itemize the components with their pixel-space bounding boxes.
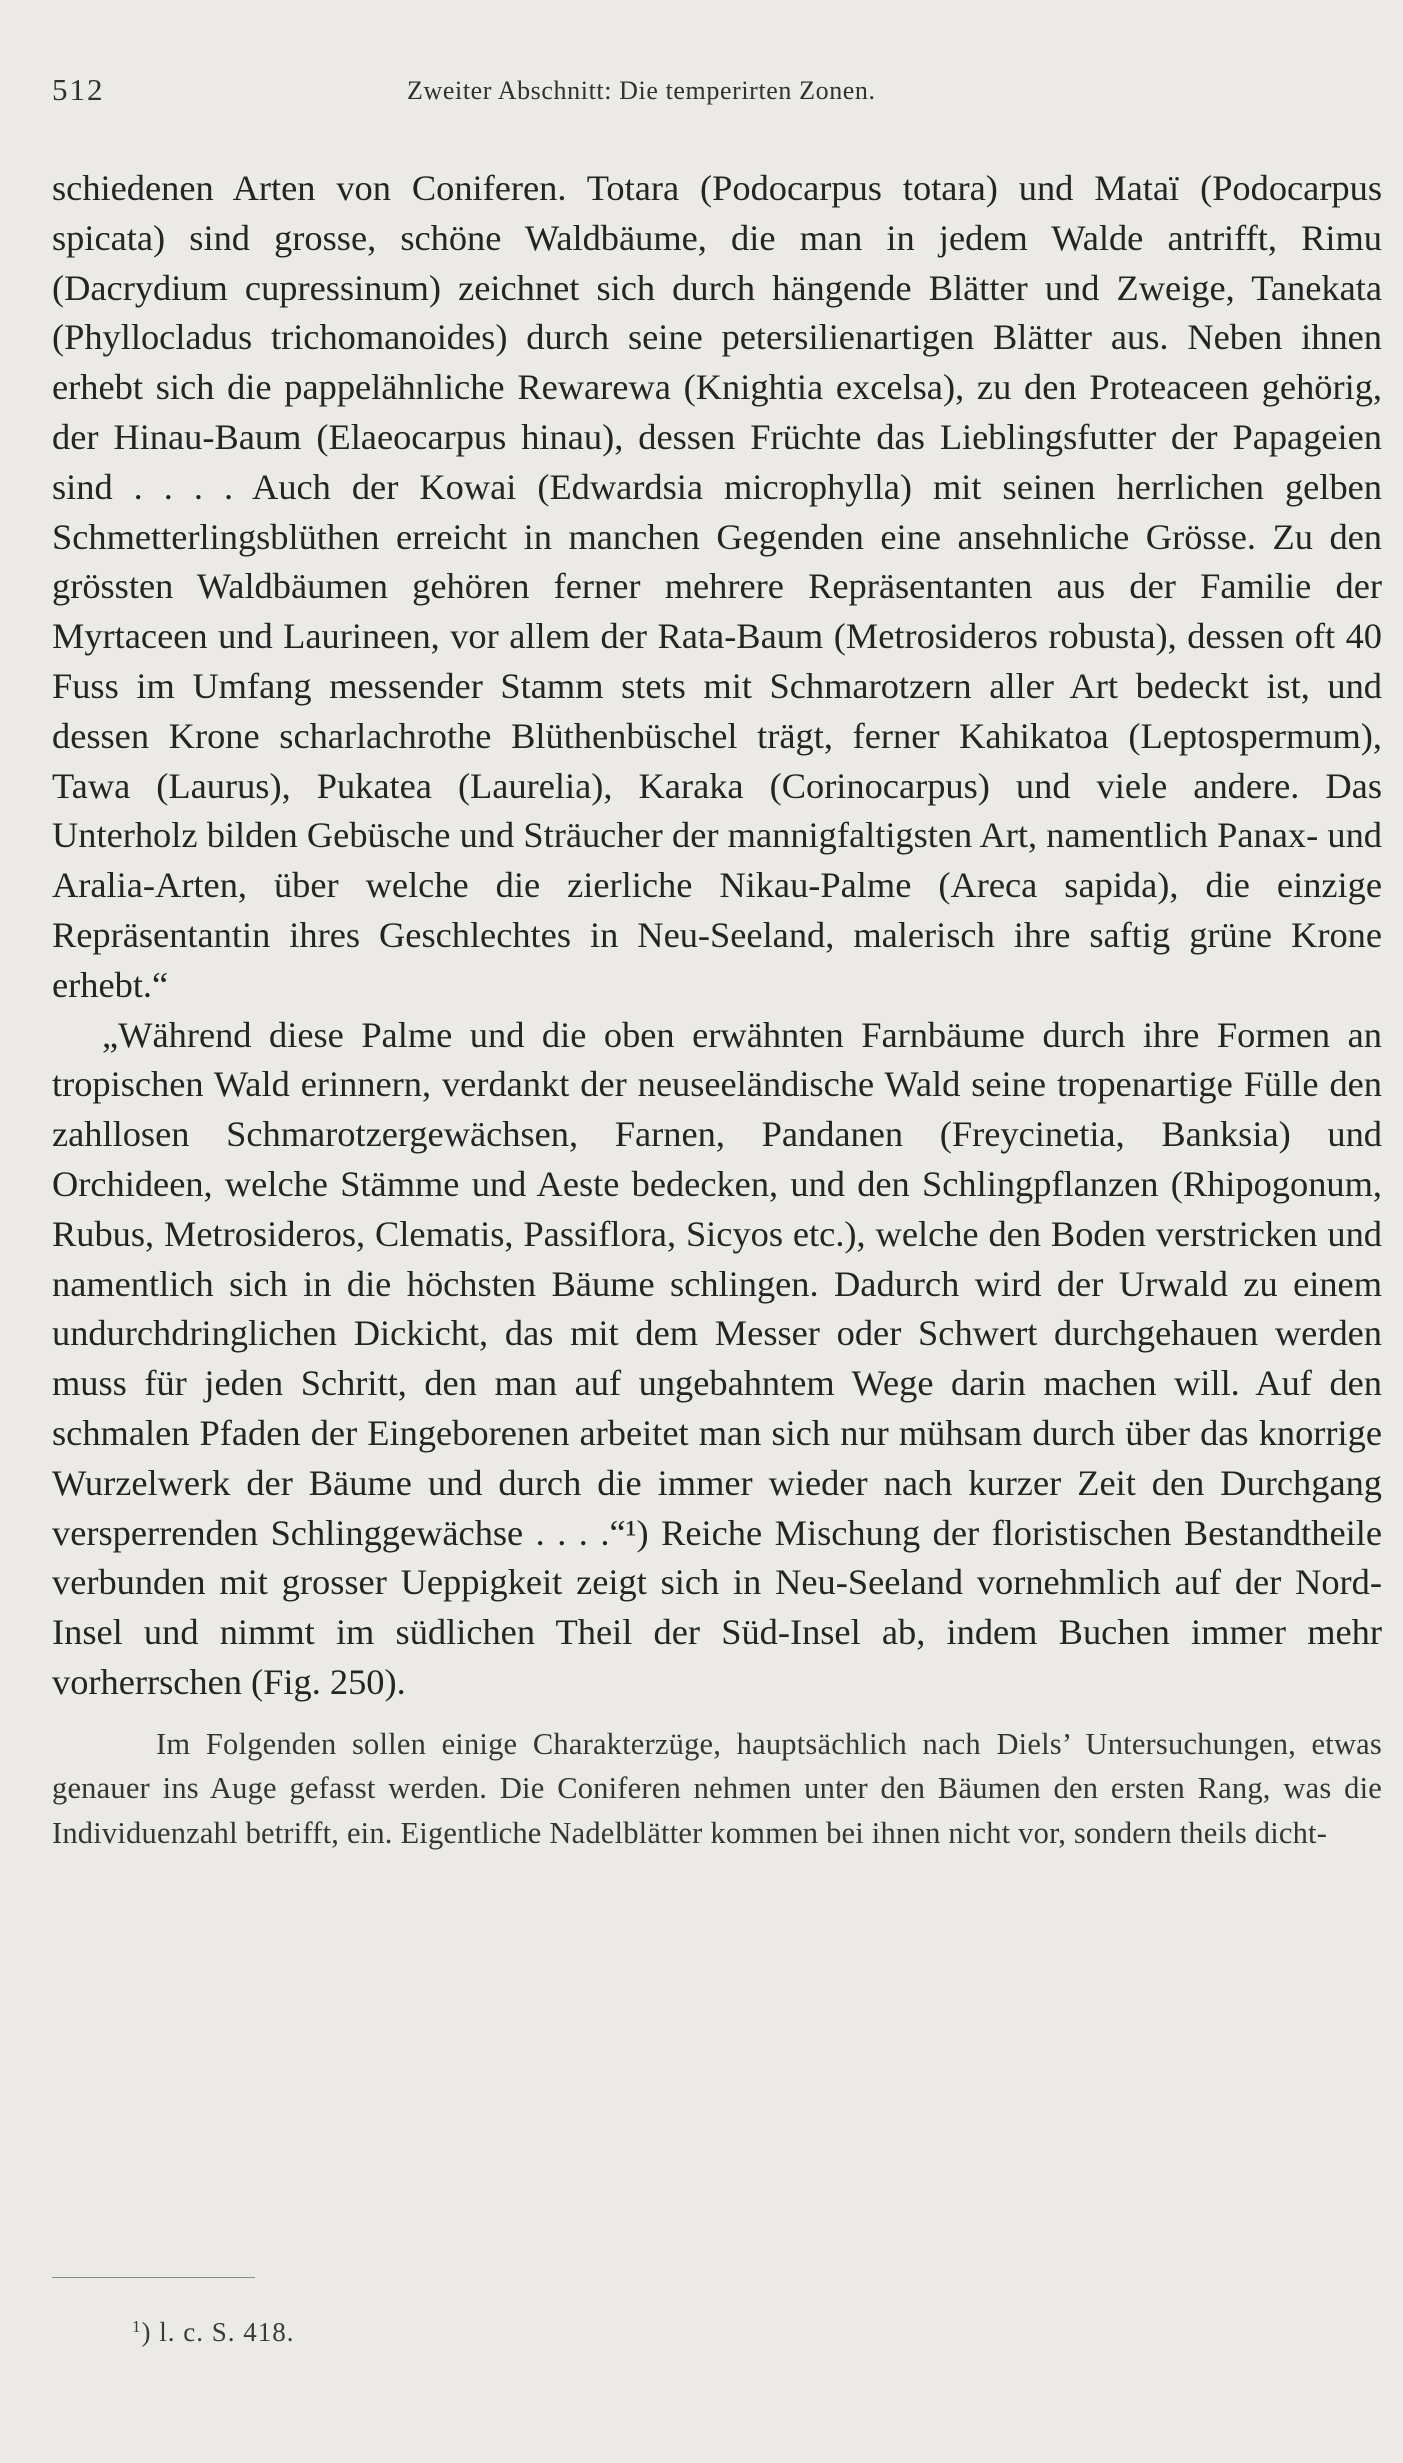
footnote [132,2317,295,2348]
footnote-text: ) l. c. S. 418. [141,2317,295,2347]
page-number: 512 [52,72,105,107]
paragraph-coniferen: schiedenen Arten von Coniferen. Totara (Podocarpus totara) und Mataï (Podocarpus spicata) sind grosse, schöne Waldbäume, die man in jedem Walde antrifft, Rimu (Dacrydium cupressinum) zeichnet sich durch hängende Blätter und Zweige, Tanekata (Phyllocladus trichomanoides) durch seine petersilienartigen Blätter aus. Neben ihnen erhebt sich die pappelähnliche Rewarewa (Knightia excelsa), zu den Proteaceen gehörig, der Hinau-Baum (Elaeocarpus hinau), dessen Früchte das Lieblingsfutter der Papageien sind . . . . Auch der Kowai (Edwardsia microphylla) mit seinen herrlichen gelben Schmetterlingsblüthen erreicht in manchen Gegenden eine ansehnliche Grösse. Zu den grössten Waldbäumen gehören ferner mehrere Repräsentanten aus der Familie der Myrtaceen und Laurineen, vor allem der Rata-Baum (Metrosideros robusta), dessen oft 40 Fuss im Umfang messender Stamm stets mit Schmarotzern aller Art bedeckt ist, und dessen Krone scharlachrothe Blüthenbüschel trägt, ferner Kahikatoa (Leptospermum), Tawa (Laurus), Pukatea (Laurelia), Karaka (Corinocarpus) und viele andere. Das Unterholz bilden Gebüsche und Sträucher der mannigfaltigsten Art, namentlich Panax- und Aralia-Arten, über welche die zierliche Nikau-Palme (Areca sapida), die einzige Repräsentantin ihres Geschlechtes in Neu-Seeland, malerisch ihre saftig grüne Krone erhebt.“ [52,168,1382,1005]
main-text-block [52,164,1382,1708]
footnote-marker: 1 [132,2317,142,2336]
body-text [52,164,1382,1855]
paragraph-diels: Im Folgenden sollen einige Charakterzüge, hauptsächlich nach Diels’ Untersuchungen, etwas genauer ins Auge gefasst werden. Die Coniferen nehmen unter den Bäumen den ersten Rang, was die Individuenzahl betrifft, ein. Eigentliche Nadelblätter kommen bei ihnen nicht vor, sondern theils dicht- [52,1726,1382,1850]
running-head [52,72,1382,112]
footnote-divider [52,2277,255,2278]
running-head-title: Zweiter Abschnitt: Die temperirten Zonen. [407,76,876,105]
paragraph-palme: „Während diese Palme und die oben erwähnten Farnbäume durch ihre Formen an tropischen Wald erinnern, verdankt der neuseeländische Wald seine tropenartige Fülle den zahllosen Schmarotzergewächsen, Farnen, Pandanen (Freycinetia, Banksia) und Orchideen, welche Stämme und Aeste bedecken, und den Schlingpflanzen (Rhipogonum, Rubus, Metrosideros, Clematis, Passiflora, Sicyos etc.), welche den Boden verstricken und namentlich sich in die höchsten Bäume schlingen. Dadurch wird der Urwald zu einem undurchdringlichen Dickicht, das mit dem Messer oder Schwert durchgehauen werden muss für jeden Schritt, den man auf ungebahntem Wege darin machen will. Auf den schmalen Pfaden der Eingeborenen arbeitet man sich nur mühsam durch über das knorrige Wurzelwerk der Bäume und durch die immer wieder nach kurzer Zeit den Durchgang versperrenden Schlinggewächse . . . .“¹) Reiche Mischung der floristischen Bestandtheile verbunden mit grosser Ueppigkeit zeigt sich in Neu-Seeland vornehmlich auf der Nord-Insel und nimmt im südlichen Theil der Süd-Insel ab, indem Buchen immer mehr vorherrschen (Fig. 250). [52,1014,1382,1702]
small-text-block [52,1722,1382,1856]
